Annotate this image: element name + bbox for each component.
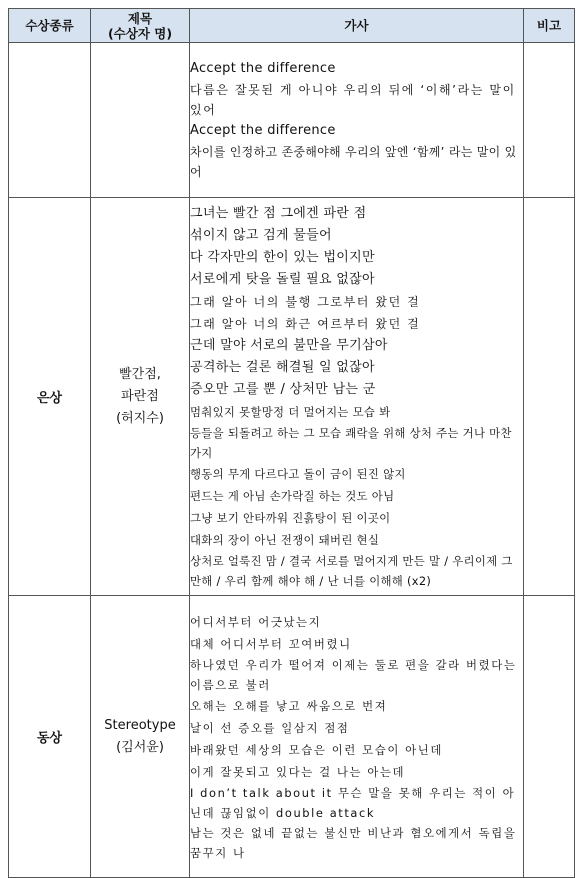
header-title: [91, 9, 190, 43]
title-line: 파란점: [121, 388, 159, 404]
lyric-line: I don’t talk about it 무슨 말을 못해 우리는 적이 아닌데 끊임없이 double attack: [190, 785, 516, 820]
lyric-line: 차이를 인정하고 존중해야해 우리의 앞엔 ‘함께’ 라는 말이 있어: [190, 145, 517, 179]
lyric-line: 날이 선 증오를 일삼지 점점: [190, 720, 350, 735]
lyric-line: 섞이지 않고 검게 물들어: [190, 227, 332, 243]
lyric-line: 그냥 보기 안타까워 진흙탕이 된 이곳이: [190, 510, 391, 525]
lyrics-cell: [190, 596, 524, 878]
table-row: [9, 596, 575, 878]
lyric-line: 어디서부터 어긋났는지: [190, 614, 322, 629]
award-table: [8, 8, 575, 878]
lyric-line: 다름은 잘못된 게 아니야 우리의 뒤에 ‘이해’라는 말이 있어: [190, 83, 516, 117]
lyric-line: 상처로 얼룩진 맘 / 결국 서로를 멀어지게 만든 말 / 우리이제 그만해 / 우리 함께 해야 해 / 난 너를 이해해 (x2): [190, 553, 513, 588]
lyric-line: 오해는 오해를 낳고 싸움으로 번져: [190, 698, 388, 713]
title-line: 빨간점,: [119, 366, 161, 382]
table-row: [9, 43, 575, 198]
lyric-line: 대체 어디서부터 꼬여버렸니: [190, 636, 352, 651]
lyric-line: 남는 것은 없네 끝없는 불신만 비난과 혐오에게서 독립을 꿈꾸지 나: [190, 825, 517, 860]
author-name: (허지수): [116, 410, 164, 426]
lyric-line: 공격하는 걸론 해결될 일 없잖아: [190, 359, 375, 375]
lyric-line: 행동의 무게 다르다고 돌이 금이 된진 않지: [190, 466, 406, 481]
note-cell: [524, 198, 575, 596]
lyric-line: 서로에게 탓을 돌릴 필요 없잖아: [190, 271, 375, 287]
lyric-line: 그래 알아 너의 불행 그로부터 왔던 걸: [190, 294, 421, 309]
title-cell: [91, 43, 190, 198]
award-cell: [9, 43, 91, 198]
lyrics-cell: [190, 198, 524, 596]
table-row: [9, 198, 575, 596]
lyric-line: 근데 말야 서로의 불만을 무기삼아: [190, 337, 388, 353]
header-lyrics: 가사: [190, 9, 524, 43]
header-row: [9, 9, 575, 43]
lyrics-cell: [190, 43, 524, 198]
title-line: Stereotype: [104, 717, 176, 733]
title-cell: [91, 596, 190, 878]
lyric-line: 대화의 장이 아닌 전쟁이 돼버린 현실: [190, 532, 380, 547]
lyric-line: 다 각자만의 한이 있는 법이지만: [190, 249, 375, 265]
note-cell: [524, 596, 575, 878]
lyric-line: 그래 알아 너의 화근 여르부터 왔던 걸: [190, 316, 421, 331]
note-cell: [524, 43, 575, 198]
header-title-line1: 제목: [127, 10, 153, 26]
header-title-line2: (수상자 명): [107, 25, 173, 41]
lyric-line: Accept the difference: [190, 123, 336, 138]
lyric-line: 그녀는 빨간 점 그에겐 파란 점: [190, 205, 367, 221]
lyric-line: 하나였던 우리가 떨어져 이제는 둘로 편을 갈라 버렸다는 이름으로 불러: [190, 657, 517, 692]
lyric-line: 멈춰있지 못할망정 더 멀어지는 모습 봐: [190, 404, 391, 419]
lyric-line: 편드는 게 아님 손가락질 하는 것도 아님: [190, 488, 395, 503]
award-cell: 동상: [9, 596, 91, 878]
lyric-line: 등들을 되돌려고 하는 그 모습 쾌락을 위해 상처 주는 거나 마찬가지: [190, 425, 512, 460]
lyric-line: 이게 잘못되고 있다는 걸 나는 아는데: [190, 764, 406, 779]
title-cell: [91, 198, 190, 596]
lyric-line: 증오만 고를 뿐 / 상처만 남는 군: [190, 381, 376, 397]
author-name: (김서윤): [116, 739, 164, 755]
lyric-line: 바래왔던 세상의 모습은 이런 모습이 아닌데: [190, 742, 443, 757]
header-award-type: 수상종류: [9, 9, 91, 43]
header-note: 비고: [524, 9, 575, 43]
lyric-line: Accept the difference: [190, 61, 336, 76]
award-cell: 은상: [9, 198, 91, 596]
